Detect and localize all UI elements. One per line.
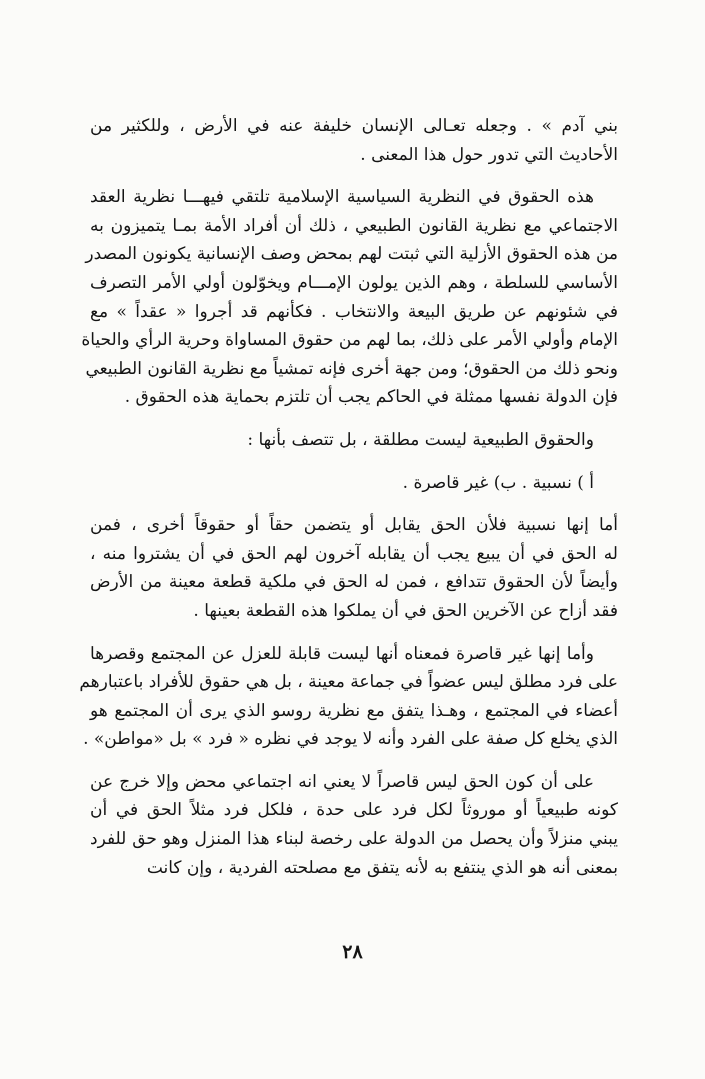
text-line: والحقوق الطبيعية ليست مطلقة ، بل تتصف بأنها :: [247, 429, 594, 450]
text-line: بمعنى أنه هو الذي ينتفع به لأنه يتفق مع مصلحته الفردية ، وإن كانت: [146, 857, 618, 878]
text-line: على فرد مطلق ليس عضواً في جماعة معينة ، بل هي حقوق للأفراد باعتبارهم: [79, 672, 618, 693]
paragraph: [90, 112, 618, 169]
text-line: وأما إنها غير قاصرة فمعناه أنها ليست قابلة للعزل عن المجتمع وقصرها: [90, 643, 594, 664]
paragraph: [79, 640, 618, 754]
paragraph: [90, 511, 618, 625]
body-text: [79, 112, 618, 896]
text-line: كونه طبيعياً أو موروثاً لكل فرد على حدة ، فلكل فرد مثلاً الحق في أن: [90, 800, 618, 821]
text-line: يبني منزلاً وأن يحصل من الدولة على رخصة لبناء هذا المنزل وهو حق للفرد: [90, 829, 618, 850]
text-line: أما إنها نسبية فلأن الحق يقابل أو يتضمن حقاً أو حقوقاً أخرى ، فمن: [90, 515, 618, 536]
text-line: الأحاديث التي تدور حول هذا المعنى .: [360, 144, 618, 165]
text-line: فإن الدولة نفسها ممثلة في الحاكم يجب أن تلتزم بحماية هذه الحقوق .: [124, 387, 618, 408]
paragraph: [90, 768, 618, 882]
text-line: وأيضاً لأن الحقوق تتدافع ، فمن له الحق في ملكية قطعة معينة من الأرض: [90, 572, 618, 593]
text-line: له الحق في أن يبيع يجب أن يقابله آخرون لهم الحق في أن يشتروا منه ،: [90, 543, 618, 564]
text-line: هذه الحقوق في النظرية السياسية الإسلامية تلتقي فيهـــا نظرية العقد: [90, 187, 594, 208]
text-line: بني آدم » . وجعله تعـالى الإنسان خليفة عنه في الأرض ، وللكثير من: [90, 116, 618, 136]
paragraph: [90, 469, 618, 498]
page-number: ٢٨: [342, 941, 363, 963]
text-line: الذي يخلع كل صفة على الفرد وأنه لا يوجد في نظره « فرد » بل «مواطن» .: [83, 729, 618, 750]
text-line: أ ) نسبية . ب) غير قاصرة .: [402, 472, 594, 493]
text-line: الاجتماعي مع نظرية القانون الطبيعي ، ذلك أن أفراد الأمة بمـا يتميزون به: [90, 215, 618, 236]
text-line: في شئونهم عن طريق البيعة والانتخاب . فكأنهم قد أجروا « عقداً » مع: [90, 301, 618, 322]
text-line: الأساسي للسلطة ، وهم الذين يولون الإمـــام ويخوّلون أولي الأمر التصرف: [90, 272, 618, 293]
text-line: أعضاء في المجتمع ، وهـذا يتفق مع نظرية روسو الذي يرى أن المجتمع هو: [90, 700, 618, 721]
paragraph: [81, 183, 618, 412]
text-line: ونحو ذلك من الحقوق؛ ومن جهة أخرى فإنه تمشياً مع نظرية القانون الطبيعي: [85, 358, 618, 379]
text-line: من هذه الحقوق الأزلية التي ثبتت لهم بمحض وصف الإنسانية يكونون المصدر: [85, 244, 618, 265]
text-line: على أن كون الحق ليس قاصراً لا يعني انه اجتماعي محض وإلا خرج عن: [90, 771, 594, 792]
text-line: فقد أزاح عن الآخرين الحق في أن يملكوا هذه القطعة بعينها .: [193, 600, 618, 621]
paragraph: [90, 426, 618, 455]
text-line: الإمام وأولي الأمر على ذلك، بما لهم من حقوق المساواة وحرية الرأي والحياة: [81, 330, 618, 351]
